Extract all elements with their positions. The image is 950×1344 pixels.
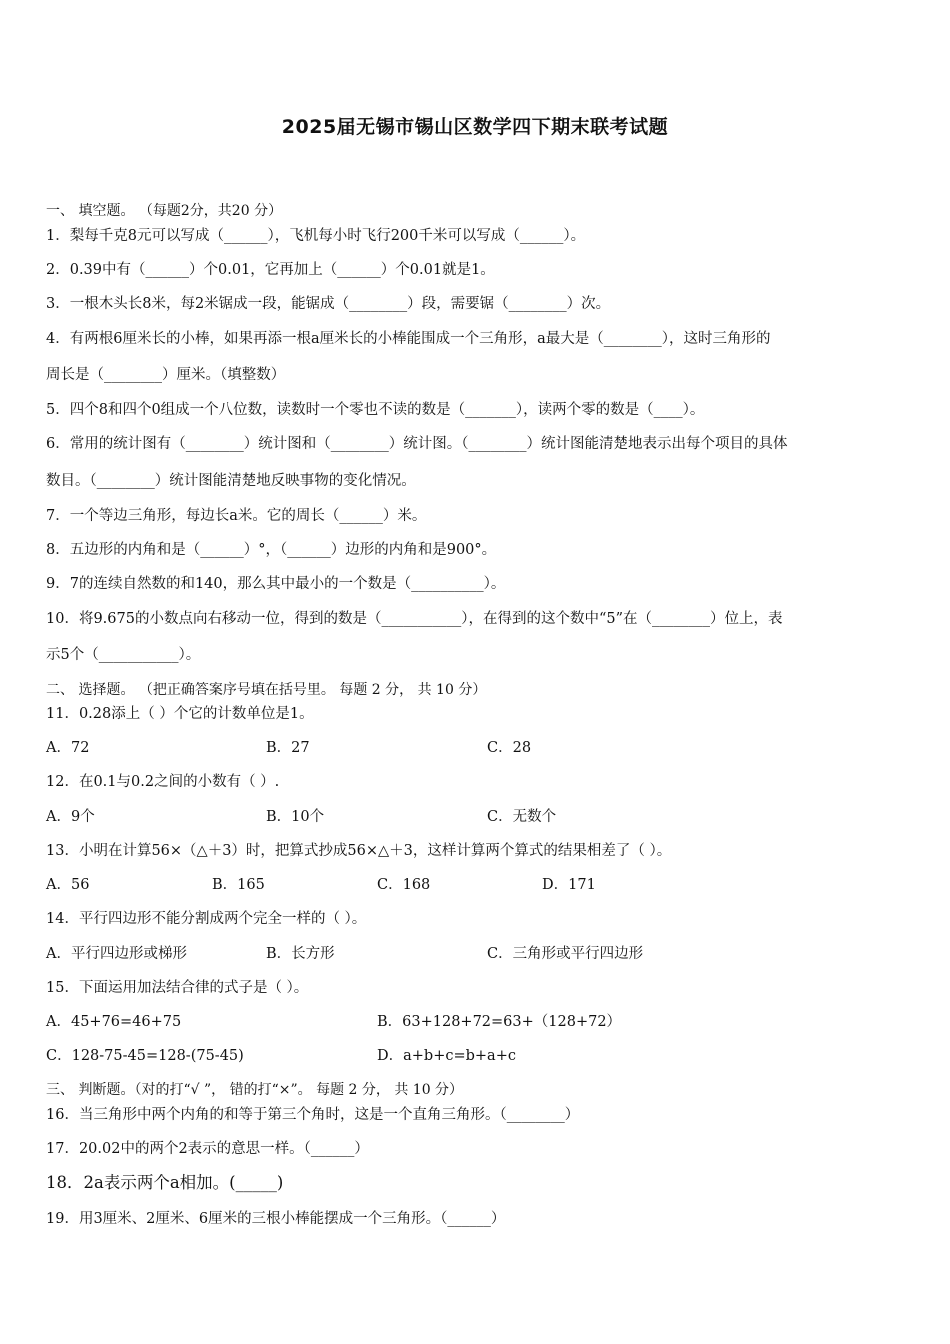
question-14: 14．平行四边形不能分割成两个完全一样的（ ）。: [46, 911, 367, 927]
question-13: 13．小明在计算56×（△＋3）时，把算式抄成56×△＋3，这样计算两个算式的结果相差了（ ）。: [46, 843, 672, 859]
question-9: 9．7的连续自然数的和140，那么其中最小的一个数是（__________）。: [46, 576, 506, 592]
question-19: 19．用3厘米、2厘米、6厘米的三根小棒能摆成一个三角形。（______）: [46, 1211, 506, 1227]
option-14-a: A．平行四边形或梯形: [46, 946, 187, 962]
option-15-d: D．a+b+c=b+a+c: [377, 1048, 516, 1064]
question-16: 16．当三角形中两个内角的和等于第三个角时，这是一个直角三角形。（________）: [46, 1107, 580, 1123]
section-header-true-false: 三、 判断题。（对的打“√ ”， 错的打“×”。 每题 2 分， 共 10 分）: [46, 1082, 464, 1098]
option-14-b: B．长方形: [266, 946, 335, 962]
question-10-line-1: 10．将9.675的小数点向右移动一位，得到的数是（___________），在得到的这个数中“5”在（________）位上，表: [46, 611, 783, 627]
option-13-b: B．165: [212, 877, 265, 893]
question-4-line-2: 周长是（________）厘米。（填整数）: [46, 367, 286, 383]
option-15-b: B．63+128+72=63+（128+72）: [377, 1014, 622, 1030]
option-13-c: C．168: [377, 877, 431, 893]
option-15-a: A．45+76=46+75: [46, 1014, 182, 1030]
section-header-fill-in: 一、 填空题。 （每题2分，共20 分）: [46, 203, 283, 219]
question-18: 18．2a表示两个a相加。(_____): [46, 1173, 284, 1192]
question-6-line-2: 数目。（________）统计图能清楚地反映事物的变化情况。: [46, 473, 416, 489]
option-13-a: A．56: [46, 877, 90, 893]
question-1: 1．梨每千克8元可以写成（______），飞机每小时飞行200千米可以写成（______）。: [46, 228, 586, 244]
question-17: 17．20.02中的两个2表示的意思一样。（______）: [46, 1141, 369, 1157]
question-12: 12．在0.1与0.2之间的小数有（ ）.: [46, 774, 280, 790]
option-12-a: A．9个: [46, 809, 95, 825]
question-4-line-1: 4．有两根6厘米长的小棒，如果再添一根a厘米长的小棒能围成一个三角形，a最大是（________），这时三角形的: [46, 331, 771, 347]
exam-title: 2025届无锡市锡山区数学四下期末联考试题: [281, 116, 669, 138]
question-2: 2．0.39中有（______）个0.01，它再加上（______）个0.01就是1。: [46, 262, 495, 278]
question-7: 7．一个等边三角形，每边长a米。它的周长（______）米。: [46, 508, 427, 524]
question-6-line-1: 6．常用的统计图有（________）统计图和（________）统计图。（________）统计图能清楚地表示出每个项目的具体: [46, 436, 788, 452]
question-15: 15．下面运用加法结合律的式子是（ ）。: [46, 980, 309, 996]
option-11-a: A．72: [46, 740, 90, 756]
option-14-c: C．三角形或平行四边形: [487, 946, 644, 962]
question-8: 8．五边形的内角和是（______）°，（______）边形的内角和是900°。: [46, 542, 497, 558]
option-15-c: C．128-75-45=128-(75-45): [46, 1048, 244, 1064]
option-12-c: C．无数个: [487, 809, 557, 825]
option-12-b: B．10个: [266, 809, 325, 825]
option-11-b: B．27: [266, 740, 310, 756]
question-3: 3．一根木头长8米，每2米锯成一段，能锯成（________）段，需要锯（________）次。: [46, 296, 611, 312]
question-11: 11．0.28添上（ ）个它的计数单位是1。: [46, 706, 314, 722]
option-13-d: D．171: [542, 877, 596, 893]
question-10-line-2: 示5个（___________）。: [46, 647, 201, 663]
option-11-c: C．28: [487, 740, 532, 756]
question-5: 5．四个8和四个0组成一个八位数，读数时一个零也不读的数是（_______），读两个零的数是（____）。: [46, 402, 705, 418]
section-header-multiple-choice: 二、 选择题。 （把正确答案序号填在括号里。 每题 2 分， 共 10 分）: [46, 682, 487, 698]
